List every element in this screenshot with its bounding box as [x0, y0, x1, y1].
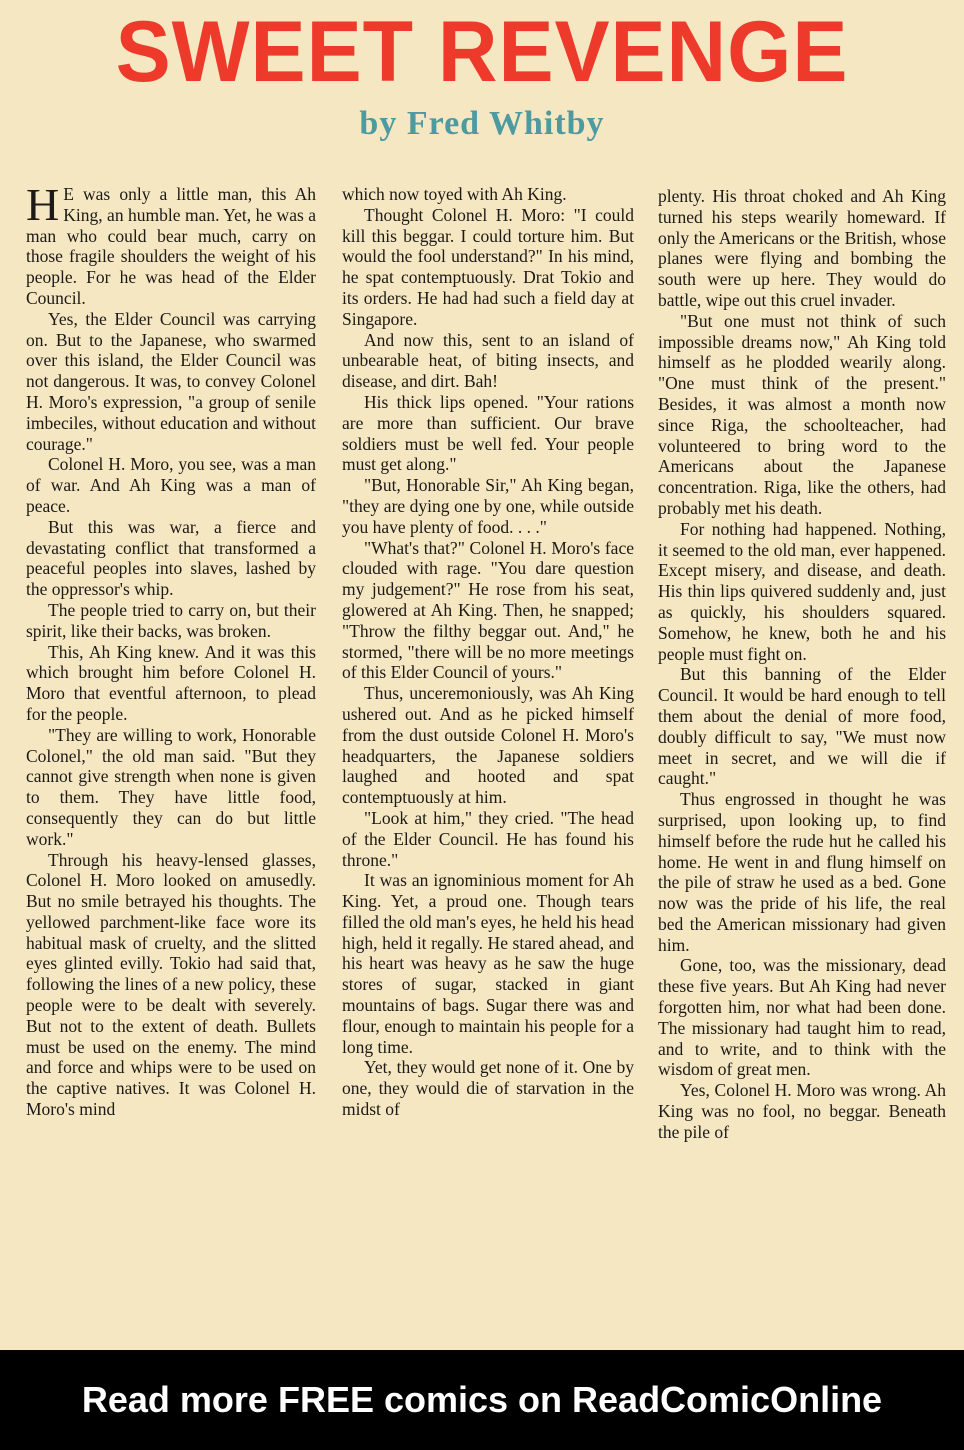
- paragraph: Through his heavy-lensed glasses, Colonel H. Moro looked on amusedly. But no smile betrayed his thoughts. The yellowed parchment-like face wore its habitual mask of cruelty, and the slitted eyes glinted evilly. Tokio had said that, following the lines of a new policy, these people were to be dealt with severely. But not to the extent of death. Bullets must be used on the enemy. The mind and force and whips were to be used on the captive natives. It was Colonel H. Moro's mind: [26, 849, 316, 1120]
- paragraph: Thought Colonel H. Moro: "I could kill this beggar. I could torture him. But would the fool understand?" In his mind, he spat contemptuously. Drat Tokio and its orders. He had had such a field day at Singapore.: [342, 204, 634, 329]
- paragraph: Yet, they would get none of it. One by one, they would die of starvation in the midst of: [342, 1057, 634, 1120]
- paragraph: Yes, Colonel H. Moro was wrong. Ah King was no fool, no beggar. Beneath the pile of: [658, 1080, 946, 1142]
- paragraph: But this was war, a fierce and devastating conflict that transformed a peaceful peoples into slaves, lashed by the oppressor's whip.: [26, 516, 316, 600]
- paragraph: But this banning of the Elder Council. It would be hard enough to tell them about the denial of more food, doubly difficult to say, "We must now meet in secret, and we will die if caught.": [658, 664, 946, 789]
- paragraph: "But, Honorable Sir," Ah King began, "they are dying one by one, while outside you have plenty of food. . . .": [342, 475, 634, 537]
- paragraph: It was an ignominious moment for Ah King. Yet, a proud one. Though tears filled the old man's eyes, he held his head high, held it regally. He stared ahead, and his heart was heavy as he saw the huge stores of sugar, stacked in giant mountains of bags. Sugar there was and flour, enough to maintain his people for a long time.: [342, 870, 634, 1057]
- paragraph: This, Ah King knew. And it was this which brought him before Colonel H. Moro that eventful afternoon, to plead for the people.: [26, 641, 316, 724]
- paragraph: Thus engrossed in thought he was surprised, upon looking up, to find himself before the rude hut he called his home. He went in and flung himself on the pile of straw he used as a bed. Gone now was the pride of his life, the real bed the American missionary had given him.: [658, 789, 946, 955]
- paragraph: H E was only a little man, this Ah King, an humble man. Yet, he was a man who could bear much, carry on those fragile shoulders the weight of his people. For he was head of the Elder Council.: [26, 184, 316, 308]
- paragraph: And now this, sent to an island of unbearable heat, of biting insects, and disease, and dirt. Bah!: [342, 329, 634, 392]
- paragraph: Gone, too, was the missionary, dead these five years. But Ah King had never forgotten him, nor what had been done. The missionary had taught him to read, and to write, and to think with the wisdom of great men.: [658, 955, 946, 1080]
- text-column-1: [26, 184, 316, 1334]
- paragraph: "Look at him," they cried. "The head of the Elder Council. He has found his throne.": [342, 807, 634, 870]
- paragraph: His thick lips opened. "Your rations are more than sufficient. Our brave soldiers must be well fed. Your people must get along.": [342, 391, 634, 475]
- story-title: SWEET REVENGE: [115, 4, 849, 100]
- paragraph: "What's that?" Colonel H. Moro's face clouded with rage. "You dare question my judgement?" He rose from his seat, glowered at Ah King. Then, he snapped; "Throw the filthy beggar out. And," he stormed, "there will be no more meetings of this Elder Council of yours.": [342, 537, 634, 683]
- paragraph: plenty. His throat choked and Ah King turned his steps wearily homeward. If only the Americans or the British, whose planes were flying and bombing the south were up here. They would do battle, wipe out this cruel invader.: [658, 186, 946, 310]
- story-byline: by Fred Whitby: [359, 105, 605, 142]
- paragraph: The people tried to carry on, but their spirit, like their backs, was broken.: [26, 599, 316, 641]
- paragraph: Thus, unceremoniously, was Ah King ushered out. And as he picked himself from the dust outside Colonel H. Moro's headquarters, the Japanese soldiers laughed and hooted and spat contemptuously at him.: [342, 683, 634, 808]
- paragraph: "They are willing to work, Honorable Colonel," the old man said. "But they cannot give strength when none is given to them. They have little food, consequently they can do but little work.": [26, 724, 316, 849]
- paragraph: "But one must not think of such impossible dreams now," Ah King told himself as he plodded wearily along. "One must think of the present." Besides, it was almost a month now since Riga, the schoolteacher, had volunteered to bring word to the Americans about the Japanese concentration. Riga, like the others, had probably met his death.: [658, 310, 946, 518]
- text-column-2: [342, 184, 634, 1334]
- paragraph: Yes, the Elder Council was carrying on. But to the Japanese, who swarmed over this island, the Elder Council was not dangerous. It was, to convey Colonel H. Moro's expression, "a group of senile imbeciles, without education and without courage.": [26, 308, 316, 454]
- read-more-banner[interactable]: Read more FREE comics on ReadComicOnline: [0, 1350, 964, 1450]
- drop-cap: H: [26, 184, 60, 230]
- paragraph: Colonel H. Moro, you see, was a man of war. And Ah King was a man of peace.: [26, 454, 316, 516]
- text-column-3: [658, 186, 946, 1336]
- paragraph: For nothing had happened. Nothing, it seemed to the old man, ever happened. Except misery, and disease, and death. His thin lips quivered suddenly and, just as quickly, his shoulders squared. Somehow, he knew, both he and his people must fight on.: [658, 518, 946, 664]
- paragraph: which now toyed with Ah King.: [342, 184, 567, 204]
